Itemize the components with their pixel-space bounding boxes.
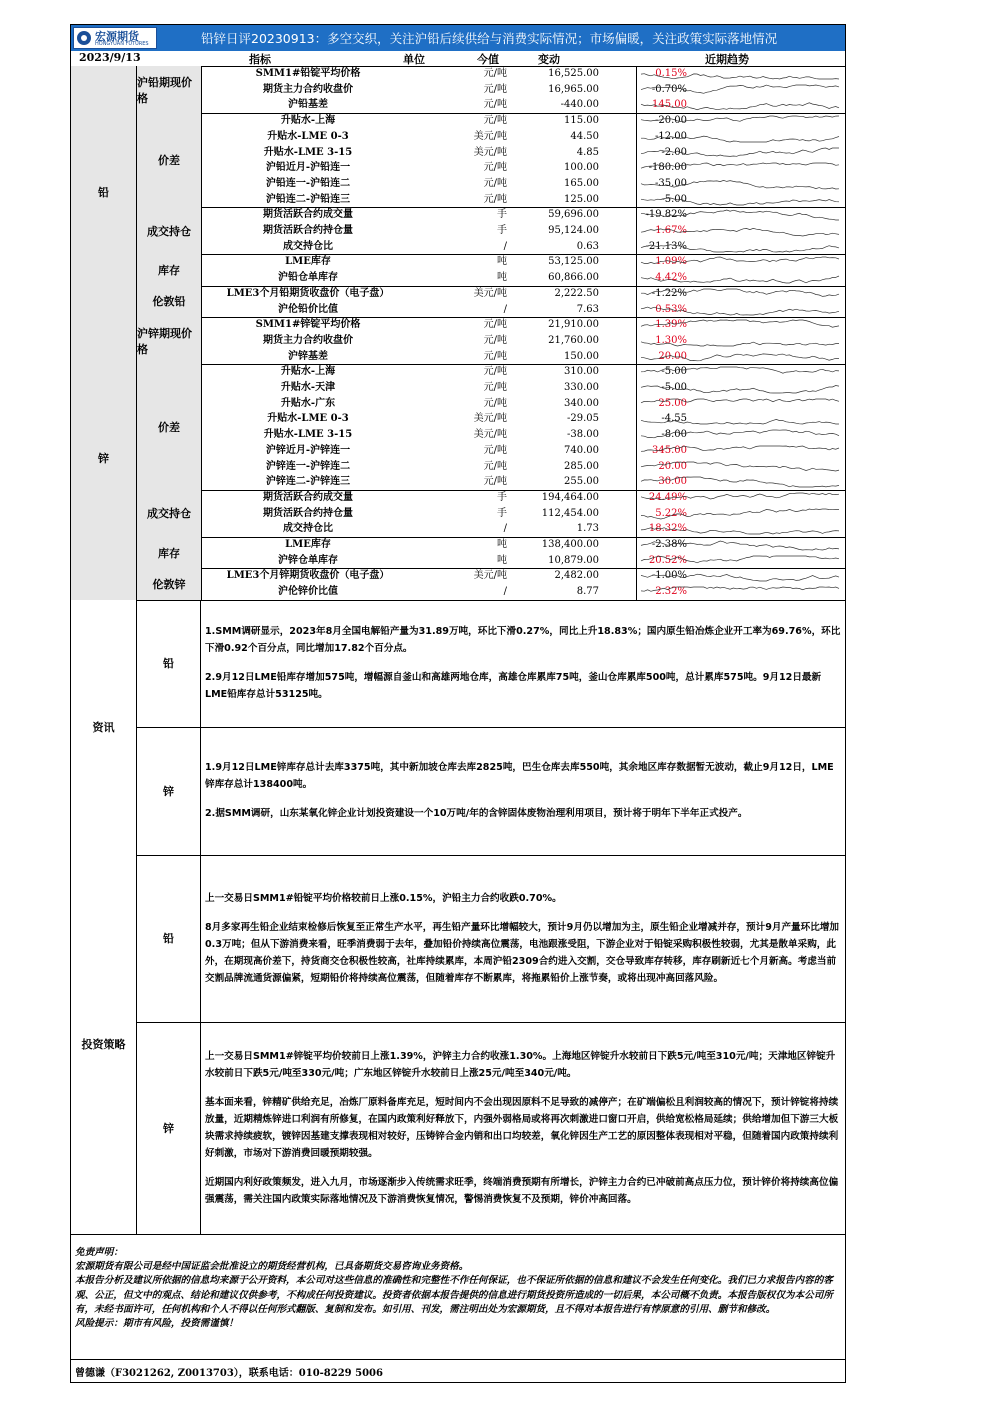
value-cell: 2,482.00 <box>554 570 599 582</box>
unit-cell: 吨 <box>497 539 507 550</box>
change-cell: 1.30% <box>655 334 687 346</box>
value-cell: 165.00 <box>564 177 599 189</box>
indicator-label: 升贴水-上海 <box>280 366 336 378</box>
table-row <box>201 176 845 192</box>
commodity-label: 锌 <box>137 1022 201 1234</box>
value-cell: -38.00 <box>566 429 599 441</box>
table-row <box>201 333 845 349</box>
change-cell: 18.32% <box>648 523 687 535</box>
commentary-paragraph: 8月多家再生铅企业结束检修后恢复至正常生产水平，再生铅产量环比增幅较大，预计9月仍以增加为主，原生铅企业增减并存，预计9月产量环比增加0.3万吨；但从下游消费来看，旺季消费弱于去年，叠加铅价持续高位震荡，电池跟涨受阻，下游企业对于铅锭采购积极性较弱，尤其是散单采购，此外，在期现高价差下，持货商交仓积极性较高，社库持续累库，本周沪铅2309合约进入交割，交仓导致库存转移，库存刷新近七个月新高。考虑当前交割品牌流通货源偏紧，短期铅价将持续高位震荡，但随着库存不断累库，将拖累铅价上涨节奏，或将出现冲高回落风险。 <box>205 921 840 984</box>
value-cell: 10,879.00 <box>548 554 599 566</box>
value-cell: 16,965.00 <box>548 83 599 95</box>
indicator-label: 成交持仓比 <box>283 240 333 252</box>
change-cell: -2.00 <box>661 146 687 158</box>
trend-sparkline <box>637 334 843 348</box>
indicator-label: 升贴水-天津 <box>280 382 336 393</box>
column-change: 变动 <box>538 53 560 66</box>
unit-cell: 元/吨 <box>483 444 507 456</box>
trend-sparkline <box>637 491 843 505</box>
daily-report-sheet <box>70 24 846 1383</box>
commodity-label: 锌 <box>137 727 201 855</box>
trend-sparkline <box>637 114 843 128</box>
trend-sparkline <box>637 130 843 144</box>
value-cell: 8.77 <box>576 586 599 598</box>
sparkline-path <box>641 85 839 93</box>
change-cell: -5.00 <box>661 382 687 393</box>
change-cell: -8.00 <box>661 429 687 441</box>
value-cell: 194,464.00 <box>541 491 599 503</box>
unit-cell: 美元/吨 <box>473 146 507 158</box>
table-row <box>201 474 845 490</box>
sparkline-path <box>641 420 839 425</box>
commodity-label: 铅 <box>137 600 201 727</box>
sparkline-path <box>641 163 839 168</box>
value-cell: 4.85 <box>576 146 599 158</box>
unit-cell: 美元/吨 <box>473 570 507 582</box>
sparkline-path <box>641 116 839 122</box>
indicator-label: 期货活跃合约持仓量 <box>263 225 353 236</box>
unit-cell: 吨 <box>497 554 507 566</box>
unit-cell: / <box>503 586 507 598</box>
disclaimer-line: 宏源期货有限公司是经中国证监会批准设立的期货经营机构，已具备期货交易咨询业务资格。 <box>75 1261 469 1273</box>
unit-cell: 元/吨 <box>483 397 507 409</box>
trend-sparkline <box>637 522 843 536</box>
indicator-label: 沪锌连二-沪锌连三 <box>265 476 351 488</box>
table-row <box>201 427 845 443</box>
table-row <box>201 490 845 506</box>
commentary-paragraph: 2.9月12日LME铅库存增加575吨，增幅源自釜山和高雄两地仓库，高雄仓库累库75吨，釜山仓库累库500吨，总计累库575吨。9月12日最新LME铅库存总计53125吨。 <box>205 672 822 701</box>
change-cell: -1.22% <box>651 287 687 299</box>
table-row <box>201 160 845 176</box>
value-cell: 138,400.00 <box>541 539 599 550</box>
change-cell: -5.00 <box>661 366 687 378</box>
trend-sparkline <box>637 585 843 599</box>
value-cell: 59,696.00 <box>548 209 599 221</box>
unit-cell: 元/吨 <box>483 99 507 111</box>
trend-sparkline <box>637 83 843 97</box>
unit-cell: 元/吨 <box>483 350 507 362</box>
table-row <box>201 239 845 255</box>
trend-sparkline <box>637 271 843 285</box>
logo-text: 宏源期货 <box>95 30 139 43</box>
table-row <box>201 66 845 82</box>
table-row <box>201 380 845 396</box>
column-date: 2023/9/13 <box>79 51 141 64</box>
unit-cell: 吨 <box>497 272 507 284</box>
trend-sparkline <box>637 569 843 583</box>
sparkline-path <box>641 210 839 220</box>
trend-sparkline <box>637 67 843 81</box>
sparkline-path <box>641 180 839 189</box>
trend-sparkline <box>637 318 843 332</box>
unit-cell: 美元/吨 <box>473 130 507 142</box>
unit-cell: 元/吨 <box>483 382 507 393</box>
section-label: 锌 <box>71 317 136 600</box>
sparkline-path <box>641 528 839 534</box>
sparkline-path <box>641 74 839 79</box>
value-cell: 740.00 <box>564 444 599 456</box>
unit-cell: 美元/吨 <box>473 413 507 425</box>
table-row <box>201 97 845 113</box>
col-divider <box>636 66 637 600</box>
change-cell: 4.42% <box>655 272 687 284</box>
table-row <box>201 82 845 98</box>
table-row <box>201 286 845 302</box>
change-cell: 2.32% <box>655 586 687 598</box>
indicator-label: 沪锌近月-沪锌连一 <box>265 444 351 456</box>
unit-cell: 手 <box>497 209 507 221</box>
trend-sparkline <box>637 538 843 552</box>
commentary-text <box>205 1022 841 1234</box>
change-cell: 20.00 <box>658 460 687 472</box>
group-label: 价差 <box>137 364 201 490</box>
group-label: 沪铅期现价格 <box>137 66 201 113</box>
value-cell: 0.63 <box>576 240 599 252</box>
table-row <box>201 302 845 318</box>
value-cell: 285.00 <box>564 460 599 472</box>
group-label: 成交持仓 <box>137 490 201 537</box>
unit-cell: / <box>503 523 507 535</box>
unit-cell: 元/吨 <box>483 460 507 472</box>
sparkline-path <box>641 509 839 519</box>
commentary-text <box>205 727 841 855</box>
indicator-label: 升贴水-LME 0-3 <box>267 413 349 425</box>
table-row <box>201 349 845 365</box>
indicator-label: 沪铅仓单库存 <box>278 272 338 284</box>
indicator-label: LME库存 <box>285 539 331 550</box>
sparkline-path <box>641 477 839 487</box>
indicator-label: 升贴水-广东 <box>280 397 336 409</box>
trend-sparkline <box>637 428 843 442</box>
indicator-label: 沪伦锌价比值 <box>278 586 338 598</box>
indicator-label: 沪铅连二-沪铅连三 <box>265 193 351 205</box>
logo-mark-icon <box>77 31 91 45</box>
change-cell: -20.00 <box>654 115 687 127</box>
col-divider <box>136 66 137 600</box>
table-row <box>201 207 845 223</box>
value-cell: -29.05 <box>566 413 599 425</box>
block-label: 资讯 <box>71 600 137 855</box>
group-label: 伦敦锌 <box>137 568 201 599</box>
commentary-paragraph: 上一交易日SMM1#锌锭平均价较前日上涨1.39%，沪锌主力合约收涨1.30%。上海地区锌锭升水较前日下跌5元/吨至310元/吨；天津地区锌锭升水较前日下跌5元/吨至330元/吨；广东地区锌锭升水较前日上涨25元/吨至340元/吨。 <box>205 1050 836 1079</box>
indicator-label: 升贴水-LME 3-15 <box>263 429 353 441</box>
indicator-label: 升贴水-LME 3-15 <box>263 146 353 158</box>
change-cell: 25.00 <box>658 397 687 409</box>
trend-sparkline <box>637 255 843 269</box>
change-cell: 20.52% <box>648 554 687 566</box>
indicator-label: 沪铅基差 <box>288 99 328 111</box>
disclaimer <box>75 1246 841 1331</box>
indicator-label: 期货主力合约收盘价 <box>263 83 353 95</box>
column-indicator: 指标 <box>249 53 271 66</box>
unit-cell: 元/吨 <box>483 83 507 95</box>
value-cell: 310.00 <box>564 366 599 378</box>
table-row <box>201 568 845 584</box>
table-row <box>201 553 845 569</box>
risk-warning: 风险提示：期市有风险，投资需谨慎！ <box>75 1318 239 1330</box>
table-row <box>201 459 845 475</box>
unit-cell: 元/吨 <box>483 366 507 378</box>
indicator-label: 沪锌连一-沪锌连二 <box>265 460 351 472</box>
unit-cell: 元/吨 <box>483 68 507 79</box>
indicator-label: 沪铅连一-沪铅连二 <box>265 177 351 189</box>
table-row <box>201 584 845 600</box>
change-cell: -12.00 <box>654 130 687 142</box>
unit-cell: 元/吨 <box>483 334 507 346</box>
change-cell: -2.38% <box>651 539 687 550</box>
value-cell: 150.00 <box>564 350 599 362</box>
column-unit: 单位 <box>403 53 425 66</box>
sparkline-path <box>641 493 839 500</box>
sparkline-path <box>641 587 839 591</box>
commentary-paragraph: 近期国内利好政策频发，进入九月，市场逐渐步入传统需求旺季，终端消费预期有所增长，沪锌主力合约已冲破前高点压力位，预计锌价将持续高位偏强震荡，需关注国内政策实际落地情况及下游消费恢复情况，警惕消费恢复不及预期，锌价冲高回落。 <box>205 1176 839 1205</box>
sparkline-path <box>641 575 839 582</box>
value-cell: 112,454.00 <box>541 507 599 519</box>
value-cell: 125.00 <box>564 193 599 205</box>
trend-sparkline <box>637 303 843 317</box>
change-cell: 1.67% <box>655 225 687 236</box>
table-row <box>201 364 845 380</box>
sparkline-path <box>641 342 839 346</box>
table-row <box>201 537 845 553</box>
value-cell: 1.73 <box>576 523 599 535</box>
change-cell: -1.00% <box>651 570 687 582</box>
sparkline-path <box>641 289 839 296</box>
sparkline-path <box>641 244 839 251</box>
change-cell: 20.00 <box>658 350 687 362</box>
sparkline-path <box>641 556 839 563</box>
sparkline-path <box>641 307 839 315</box>
trend-sparkline <box>637 146 843 160</box>
trend-sparkline <box>637 397 843 411</box>
unit-cell: 吨 <box>497 256 507 268</box>
trend-sparkline <box>637 98 843 112</box>
sparkline-path <box>641 462 839 471</box>
change-cell: 5.22% <box>655 507 687 519</box>
trend-sparkline <box>637 365 843 379</box>
commentary-paragraph: 上一交易日SMM1#铅锭平均价格较前日上涨0.15%，沪铅主力合约收跌0.70%。 <box>205 892 562 904</box>
sparkline-path <box>641 136 839 142</box>
indicator-label: 升贴水-上海 <box>280 115 336 127</box>
value-cell: 115.00 <box>564 115 599 127</box>
trend-sparkline <box>637 444 843 458</box>
table-row <box>201 506 845 522</box>
column-value: 今值 <box>477 53 499 66</box>
value-cell: 53,125.00 <box>548 256 599 268</box>
group-label: 伦敦铅 <box>137 286 201 317</box>
trend-sparkline <box>637 507 843 521</box>
value-cell: 2,222.50 <box>554 287 599 299</box>
col-divider <box>201 66 202 600</box>
indicator-label: 沪锌仓单库存 <box>278 554 338 566</box>
change-cell: -19.82% <box>645 209 687 221</box>
logo-subtext: HONGYUAN FUTURES <box>95 41 149 47</box>
trend-sparkline <box>637 287 843 301</box>
unit-cell: 手 <box>497 225 507 236</box>
indicator-label: SMM1#铅锭平均价格 <box>255 68 361 79</box>
change-cell: 1.09% <box>655 256 687 268</box>
value-cell: 100.00 <box>564 162 599 174</box>
value-cell: 340.00 <box>564 397 599 409</box>
commentary-paragraph: 1.SMM调研显示，2023年8月全国电解铅产量为31.89万吨，环比下滑0.27%，同比上升18.83%；国内原生铅冶炼企业开工率为69.76%，环比下滑0.92个百分点，同比增加17.82个百分点。 <box>205 626 841 655</box>
table-row <box>201 411 845 427</box>
table-row <box>201 223 845 239</box>
analyst-contact: 曾德谦（F3021262, Z0013703），联系电话：010-8229 5006 <box>75 1368 383 1379</box>
indicator-label: 成交持仓比 <box>283 523 333 535</box>
contact-divider <box>71 1359 845 1360</box>
indicator-label: LME库存 <box>285 256 331 268</box>
indicator-label: 期货活跃合约成交量 <box>263 209 353 221</box>
table-row <box>201 129 845 145</box>
change-cell: 30.00 <box>658 476 687 488</box>
unit-cell: 元/吨 <box>483 162 507 174</box>
group-label: 库存 <box>137 254 201 285</box>
disclaimer-line: 本报告分析及建议所依据的信息均来源于公开资料，本公司对这些信息的准确性和完整性不作任何保证，也不保证所依据的信息和建议不会发生任何变化。我们已力求报告内容的客观、公正，但文中的观点、结论和建议仅供参考，不构成任何投资建议。投资者依据本报告提供的信息进行期货投资所造成的一切后果，本公司概不负责。本报告版权仅为本公司所有，未经书面许可，任何机构和个人不得以任何形式翻版、复制和发布。如引用、刊发，需注明出处为宏源期货，且不得对本报告进行有悖原意的引用、删节和修改。 <box>75 1275 833 1315</box>
change-cell: -0.70% <box>651 83 687 95</box>
sparkline-path <box>641 353 839 360</box>
trend-sparkline <box>637 177 843 191</box>
table-row <box>201 145 845 161</box>
value-cell: -440.00 <box>560 99 599 111</box>
unit-cell: 元/吨 <box>483 115 507 127</box>
unit-cell: / <box>503 240 507 252</box>
table-row <box>201 113 845 129</box>
column-header-row <box>71 51 845 67</box>
value-cell: 16,525.00 <box>548 68 599 79</box>
disclaimer-heading: 免责声明： <box>75 1247 123 1258</box>
table-row <box>201 254 845 270</box>
sparkline-path <box>641 367 839 373</box>
change-cell: 1.39% <box>655 319 687 331</box>
sparkline-path <box>641 541 839 550</box>
change-cell: 0.15% <box>655 68 687 79</box>
table-row <box>201 317 845 333</box>
change-cell: 345.00 <box>652 444 687 456</box>
unit-cell: 元/吨 <box>483 476 507 488</box>
trend-sparkline <box>637 412 843 426</box>
report-header <box>71 25 845 51</box>
unit-cell: 手 <box>497 507 507 519</box>
sparkline-path <box>641 228 839 236</box>
unit-cell: 美元/吨 <box>473 429 507 441</box>
sparkline-path <box>641 257 839 264</box>
trend-sparkline <box>637 208 843 222</box>
unit-cell: 元/吨 <box>483 193 507 205</box>
sparkline-path <box>641 399 839 403</box>
unit-cell: / <box>503 303 507 315</box>
group-label: 成交持仓 <box>137 207 201 254</box>
sparkline-path <box>641 148 839 156</box>
value-cell: 7.63 <box>576 303 599 315</box>
trend-sparkline <box>637 554 843 568</box>
value-cell: 21,910.00 <box>548 319 599 331</box>
trend-sparkline <box>637 224 843 238</box>
value-cell: 44.50 <box>570 130 599 142</box>
unit-cell: 元/吨 <box>483 177 507 189</box>
indicator-label: 沪锌基差 <box>288 350 328 362</box>
value-cell: 330.00 <box>564 382 599 393</box>
indicator-label: 沪伦铅价比值 <box>278 303 338 315</box>
change-cell: 24.49% <box>648 491 687 503</box>
commentary-paragraph: 1.9月12日LME锌库存总计去库3375吨，其中新加坡仓库去库2825吨，巴生仓库去库550吨，其余地区库存数据暂无波动，截止9月12日，LME锌库存总计138400吨。 <box>205 762 834 791</box>
change-cell: 145.00 <box>652 99 687 111</box>
indicator-label: 期货活跃合约成交量 <box>263 491 353 503</box>
trend-sparkline <box>637 161 843 175</box>
report-title: 铅锌日评20230913：多空交织，关注沪铅后续供给与消费实际情况；市场偏暖，关注政策实际落地情况 <box>201 31 778 46</box>
table-row <box>201 396 845 412</box>
value-cell: 95,124.00 <box>548 225 599 236</box>
commentary-text <box>205 855 841 1022</box>
commodity-label: 铅 <box>137 855 201 1022</box>
sparkline-path <box>641 198 839 205</box>
block-label: 投资策略 <box>71 855 137 1234</box>
indicator-label: SMM1#锌锭平均价格 <box>255 319 361 331</box>
block-divider <box>71 1234 845 1235</box>
sparkline-path <box>641 446 839 451</box>
sparkline-path <box>641 103 839 110</box>
table-row <box>201 192 845 208</box>
trend-sparkline <box>637 460 843 474</box>
value-cell: 255.00 <box>564 476 599 488</box>
table-row <box>201 443 845 459</box>
trend-sparkline <box>637 350 843 364</box>
indicator-label: LME3个月锌期货收盘价（电子盘） <box>226 570 390 582</box>
value-cell: 60,866.00 <box>548 272 599 284</box>
indicator-label: 期货主力合约收盘价 <box>263 334 353 346</box>
sparkline-path <box>641 430 839 438</box>
indicator-label: 沪铅近月-沪铅连一 <box>265 162 351 174</box>
unit-cell: 美元/吨 <box>473 287 507 299</box>
indicator-label: 升贴水-LME 0-3 <box>267 130 349 142</box>
change-cell: -21.13% <box>645 240 687 252</box>
table-row <box>201 521 845 537</box>
unit-cell: 元/吨 <box>483 319 507 331</box>
commentary-paragraph: 基本面来看，锌精矿供给充足，冶炼厂原料备库充足，短时间内不会出现因原料不足导致的减停产；在矿端偏松且利润较高的情况下，预计锌锭将持续放量，近期精炼锌进口利润有所修复，在国内政策利好释放下，内强外弱格局或将再次刺激进口窗口开启，供给宽松格局延续；供给增加但下游三大板块需求持续疲软，镀锌因基建支撑表现相对较好，压铸锌合金内销和出口均较差，氧化锌因生产工艺的原因整体表现相对平稳，但随着国内政策持续利好刺激，市场对下游消费回暖预期较强。 <box>205 1096 839 1159</box>
unit-cell: 手 <box>497 491 507 503</box>
group-label: 沪锌期现价格 <box>137 317 201 364</box>
company-logo <box>73 27 157 49</box>
commentary-text <box>205 600 841 727</box>
group-label: 库存 <box>137 537 201 568</box>
sparkline-path <box>641 386 839 394</box>
trend-sparkline <box>637 381 843 395</box>
group-label: 价差 <box>137 113 201 207</box>
change-cell: -35.00 <box>654 177 687 189</box>
sparkline-path <box>641 276 839 283</box>
commentary-paragraph: 2.据SMM调研，山东某氧化锌企业计划投资建设一个10万吨/年的含锌固体废物治理利用项目，预计将于明年下半年正式投产。 <box>205 808 748 820</box>
table-row <box>201 270 845 286</box>
section-label: 铅 <box>71 66 136 317</box>
sparkline-path <box>641 320 839 327</box>
change-cell: -5.00 <box>661 193 687 205</box>
value-cell: 21,760.00 <box>548 334 599 346</box>
column-trend: 近期趋势 <box>705 53 749 66</box>
indicator-label: 期货活跃合约持仓量 <box>263 507 353 519</box>
trend-sparkline <box>637 193 843 207</box>
trend-sparkline <box>637 240 843 254</box>
change-cell: 0.53% <box>655 303 687 315</box>
change-cell: -4.55 <box>661 413 687 425</box>
indicator-label: LME3个月铅期货收盘价（电子盘） <box>226 287 390 299</box>
trend-sparkline <box>637 475 843 489</box>
change-cell: -180.00 <box>648 162 687 174</box>
